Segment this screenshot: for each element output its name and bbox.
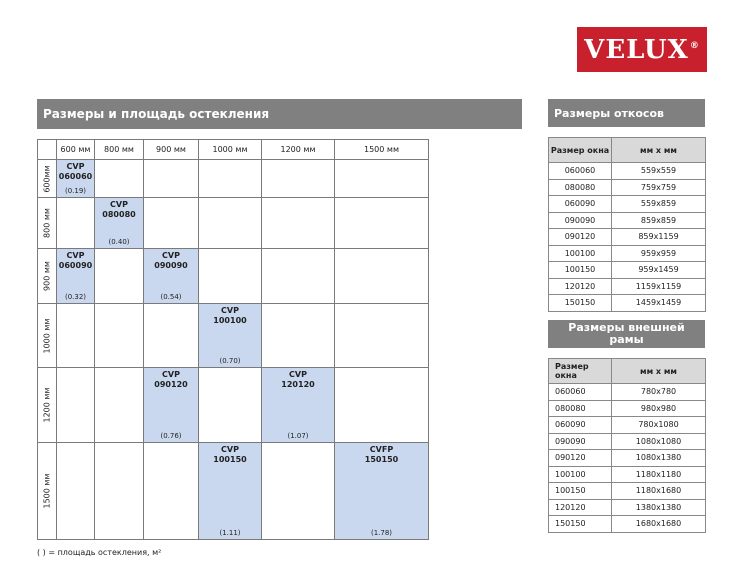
window-size-cell: 060060 [549,384,612,401]
frame-row [549,483,706,500]
window-size-cell: 100100 [549,466,612,483]
window-size-cell: 150150 [549,516,612,533]
window-size-cell: 150150 [549,295,612,312]
window-size-cell: 060060 [549,163,612,180]
window-size-cell: 090120 [549,450,612,467]
empty-cell [95,249,144,304]
slopes-row [549,196,706,213]
glazing-area: (0.19) [64,187,87,195]
window-size-cell: 100100 [549,245,612,262]
dimension-cell: 1159x1159 [612,278,706,295]
row-header-label: 600мм [42,164,52,193]
dimension-cell: 780x1080 [612,417,706,434]
frame-row [549,400,706,417]
empty-cell [144,198,199,249]
empty-cell [262,198,335,249]
dimension-cell: 1680x1680 [612,516,706,533]
glazing-area: (0.70) [219,357,241,365]
empty-cell [57,443,95,540]
window-code: CVP 120120 [281,370,315,389]
main-title-band [37,99,522,129]
dimension-cell: 859x1159 [612,229,706,246]
window-size-cell: 090090 [549,433,612,450]
empty-cell [95,304,144,368]
area-footnote: ( ) = площадь остекления, м² [37,548,162,557]
column-header: 1200 мм [262,140,335,160]
slopes-table [548,137,706,312]
frame-table [548,358,706,533]
window-cell [262,368,335,443]
glazing-size-grid [37,139,429,540]
empty-cell [262,443,335,540]
empty-cell [199,160,262,198]
row-header [38,443,57,540]
frame-row [549,417,706,434]
dimension-cell: 1380x1380 [612,499,706,516]
row-header [38,249,57,304]
column-header: 1000 мм [199,140,262,160]
row-header-label: 1000 мм [42,318,52,353]
dimension-cell: 1459x1459 [612,295,706,312]
slopes-row [549,278,706,295]
empty-cell [144,443,199,540]
window-cell [335,443,429,540]
empty-cell [57,368,95,443]
frame-row [549,450,706,467]
empty-cell [262,304,335,368]
window-size-cell: 120120 [549,278,612,295]
row-header-label: 1200 мм [42,387,52,423]
empty-cell [335,249,429,304]
empty-cell [95,160,144,198]
window-size-cell: 100150 [549,483,612,500]
column-header: 800 мм [95,140,144,160]
slopes-row [549,229,706,246]
window-code: CVP 080080 [102,200,136,219]
dimension-cell: 780x780 [612,384,706,401]
frame-row [549,466,706,483]
row-header-label: 900 мм [42,261,52,291]
dimension-cell: 759x759 [612,179,706,196]
glazing-area: (1.11) [219,529,241,537]
dimension-cell: 980x980 [612,400,706,417]
glazing-area: (0.76) [160,432,182,440]
dimension-cell: 559x859 [612,196,706,213]
velux-logo [577,27,707,72]
slopes-row [549,262,706,279]
window-cell [57,249,95,304]
slopes-row [549,295,706,312]
row-header-label: 1500 мм [42,473,52,509]
frame-row [549,433,706,450]
empty-cell [57,304,95,368]
window-code: CVP 090120 [154,370,188,389]
main-title: Размеры и площадь остекления [43,107,270,121]
row-header [38,368,57,443]
window-size-cell: 080080 [549,179,612,196]
empty-cell [144,160,199,198]
dimension-cell: 1080x1380 [612,450,706,467]
window-size-cell: 060090 [549,417,612,434]
slopes-title: Размеры откосов [554,106,664,120]
row-header [38,160,57,198]
frame-header-cell: мм x мм [612,359,706,384]
slopes-title-band [548,99,705,127]
empty-cell [199,368,262,443]
window-size-cell: 090090 [549,212,612,229]
empty-cell [57,198,95,249]
glazing-area: (1.78) [370,529,393,537]
window-size-cell: 090120 [549,229,612,246]
window-cell [199,443,262,540]
row-header-label: 800 мм [42,208,52,238]
row-header [38,198,57,249]
glazing-area: (0.40) [108,238,130,246]
window-cell [57,160,95,198]
frame-title-band [548,320,705,348]
slopes-row [549,179,706,196]
column-header: 900 мм [144,140,199,160]
slopes-header-cell: Размер окна [549,138,612,163]
empty-cell [95,368,144,443]
row-header [38,304,57,368]
window-code: CVP 100100 [213,306,247,325]
window-size-cell: 080080 [549,400,612,417]
empty-cell [335,304,429,368]
registered-mark: ® [689,40,700,51]
window-size-cell: 060090 [549,196,612,213]
slopes-row [549,245,706,262]
empty-cell [95,443,144,540]
window-cell [95,198,144,249]
dimension-cell: 959x959 [612,245,706,262]
dimension-cell: 959x1459 [612,262,706,279]
window-code: CVFP 150150 [364,445,399,464]
glazing-area: (1.07) [287,432,309,440]
window-code: CVP 090090 [154,251,188,270]
column-header: 600 мм [57,140,95,160]
dimension-cell: 859x859 [612,212,706,229]
empty-cell [199,249,262,304]
dimension-cell: 1180x1680 [612,483,706,500]
frame-row [549,384,706,401]
window-code: CVP 100150 [213,445,247,464]
empty-cell [144,304,199,368]
empty-cell [335,368,429,443]
window-code: CVP 060090 [58,251,93,270]
empty-cell [262,160,335,198]
window-size-cell: 120120 [549,499,612,516]
logo-text: VELUX [584,34,689,65]
empty-cell [262,249,335,304]
empty-cell [199,198,262,249]
column-header: 1500 мм [335,140,429,160]
empty-cell [335,160,429,198]
window-cell [144,368,199,443]
dimension-cell: 559x559 [612,163,706,180]
glazing-area: (0.54) [160,293,182,301]
frame-title: Размеры внешней рамы [568,321,685,346]
window-size-cell: 100150 [549,262,612,279]
dimension-cell: 1180x1180 [612,466,706,483]
window-code: CVP 060060 [58,162,93,181]
slopes-row [549,163,706,180]
slopes-row [549,212,706,229]
frame-header-cell: Размер окна [549,359,612,384]
slopes-header-cell: мм x мм [612,138,706,163]
grid-corner [38,140,57,160]
window-cell [199,304,262,368]
empty-cell [335,198,429,249]
window-cell [144,249,199,304]
frame-row [549,516,706,533]
glazing-area: (0.32) [64,293,87,301]
dimension-cell: 1080x1080 [612,433,706,450]
frame-row [549,499,706,516]
